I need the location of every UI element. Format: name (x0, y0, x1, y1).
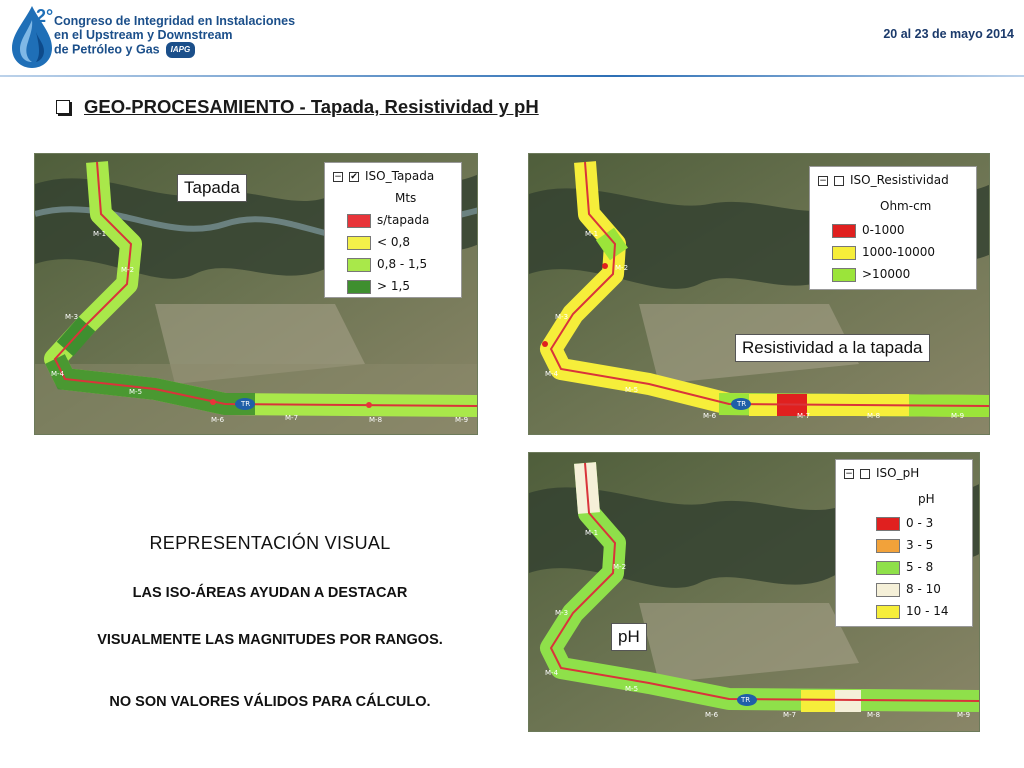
pipeline-marker-label: M-7 (285, 414, 299, 422)
legend-title-resistividad: ISO_Resistividad (850, 173, 949, 187)
slide-header (0, 0, 1024, 76)
legend-swatch (832, 224, 856, 238)
pipeline-marker-label: M-4 (545, 669, 559, 677)
legend-unit-tapada: Mts (395, 191, 417, 205)
legend-item (832, 223, 905, 238)
legend-header-tapada (333, 169, 434, 183)
pipeline-marker-label: M-3 (555, 609, 569, 617)
legend-item (876, 560, 933, 575)
legend-item-label: 1000-10000 (862, 245, 936, 259)
legend-unit-ph: pH (918, 492, 935, 506)
event-date: 20 al 23 de mayo 2014 (883, 27, 1014, 41)
pipeline-marker-label: M-8 (369, 416, 383, 424)
legend-swatch (347, 258, 371, 272)
pipeline-marker-label: M-5 (625, 386, 639, 394)
representation-title: REPRESENTACIÓN VISUAL (149, 533, 391, 553)
legend-item-label: < 0,8 (377, 235, 410, 249)
map-resistividad[interactable] (528, 153, 990, 435)
pipeline-marker-label: M-7 (797, 412, 811, 420)
map-tapada[interactable] (34, 153, 478, 435)
legend-item (347, 257, 427, 272)
legend-unit-resistividad: Ohm-cm (880, 199, 932, 213)
pipeline-marker-label: M-6 (705, 711, 719, 719)
legend-item-label: 5 - 8 (906, 560, 934, 574)
legend-item (832, 267, 910, 282)
pipeline-marker-label: M-8 (867, 711, 881, 719)
legend-item-label: 0-1000 (862, 223, 905, 237)
legend-resistividad (809, 166, 977, 290)
legend-swatch (832, 246, 856, 260)
legend-item (347, 213, 429, 228)
collapse-icon[interactable]: − (845, 468, 853, 479)
legend-swatch (347, 236, 371, 250)
congress-logo (6, 2, 56, 72)
collapse-icon[interactable]: − (819, 175, 827, 186)
legend-tapada (324, 162, 462, 298)
header-divider (0, 75, 1024, 77)
map-ph[interactable] (528, 452, 980, 732)
pipeline-marker-label: M-9 (455, 416, 469, 424)
map-label-ph: pH (611, 623, 647, 651)
collapse-icon[interactable]: − (334, 171, 342, 182)
legend-item-label: 3 - 5 (906, 538, 934, 552)
pipeline-marker-label: M-6 (703, 412, 717, 420)
pipeline-marker-label: TR (737, 400, 747, 408)
pipeline-marker-label: M-4 (545, 370, 559, 378)
legend-item-label: >10000 (862, 267, 911, 281)
pipeline-marker-label: M-9 (951, 412, 965, 420)
legend-swatch (347, 280, 371, 294)
conference-line-1: Congreso de Integridad en Instalaciones (54, 14, 296, 28)
legend-ph (835, 459, 973, 627)
legend-swatch (876, 561, 900, 575)
legend-item (347, 279, 410, 294)
pipeline-marker-label: M-3 (65, 313, 79, 321)
map-label-tapada: Tapada (177, 174, 247, 202)
legend-item-label: s/tapada (377, 213, 430, 227)
text-line-2: VISUALMENTE LAS MAGNITUDES POR RANGOS. (97, 632, 443, 648)
pipeline-marker-label: M-1 (585, 230, 599, 238)
legend-swatch (347, 214, 371, 228)
pipeline-marker-label: M-2 (615, 264, 629, 272)
legend-item (347, 235, 410, 250)
pipeline-marker-label: M-1 (93, 230, 107, 238)
conference-line-3: de Petróleo y Gas (54, 42, 160, 57)
legend-title-ph: ISO_pH (876, 466, 920, 480)
pipeline-marker-label: TR (241, 400, 251, 408)
legend-header-ph (844, 466, 919, 480)
section-title (56, 96, 539, 118)
pipeline-marker-label: M-3 (555, 313, 569, 321)
pipeline-marker-label: M-2 (121, 266, 135, 274)
pipeline-marker-label: M-5 (129, 388, 143, 396)
legend-item-label: 10 - 14 (906, 604, 949, 618)
legend-item-label: 0 - 3 (906, 516, 934, 530)
pipeline-marker-label: M-8 (867, 412, 881, 420)
layer-checkbox-icon[interactable] (860, 469, 870, 479)
legend-item (832, 245, 935, 260)
iapg-badge: IAPG (166, 42, 196, 58)
pipeline-marker-label: M-9 (957, 711, 971, 719)
conference-line-2: en el Upstream y Downstream (54, 28, 233, 42)
legend-title-tapada: ISO_Tapada (365, 169, 435, 183)
section-title-text: GEO-PROCESAMIENTO - Tapada, Resistividad y pH (84, 96, 539, 117)
layer-checkbox-checked-icon[interactable]: ✔ (350, 171, 358, 182)
legend-swatch (876, 539, 900, 553)
legend-swatch (876, 583, 900, 597)
pipeline-marker-label: M-6 (211, 416, 225, 424)
legend-item-label: > 1,5 (377, 279, 410, 293)
logo-number: 2° (36, 6, 54, 26)
layer-checkbox-icon[interactable] (834, 176, 844, 186)
pipeline-marker-label: M-2 (613, 563, 627, 571)
pipeline-marker-label: TR (741, 696, 751, 704)
pipeline-marker-label: M-4 (51, 370, 65, 378)
text-line-1: LAS ISO-ÁREAS AYUDAN A DESTACAR (132, 585, 408, 601)
legend-item (876, 516, 933, 531)
legend-item (876, 604, 949, 619)
checkbox-bullet-icon (56, 100, 70, 114)
legend-item (876, 538, 933, 553)
conference-title (54, 14, 354, 58)
text-line-3: NO SON VALORES VÁLIDOS PARA CÁLCULO. (109, 694, 431, 710)
legend-swatch (876, 605, 900, 619)
legend-swatch (876, 517, 900, 531)
pipeline-marker-label: M-5 (625, 685, 639, 693)
legend-header-resistividad (818, 173, 949, 187)
legend-item-label: 8 - 10 (906, 582, 941, 596)
legend-swatch (832, 268, 856, 282)
map-label-resistividad: Resistividad a la tapada (735, 334, 930, 362)
pipeline-marker-label: M-1 (585, 529, 599, 537)
legend-item (876, 582, 941, 597)
legend-item-label: 0,8 - 1,5 (377, 257, 428, 271)
pipeline-marker-label: M-7 (783, 711, 797, 719)
